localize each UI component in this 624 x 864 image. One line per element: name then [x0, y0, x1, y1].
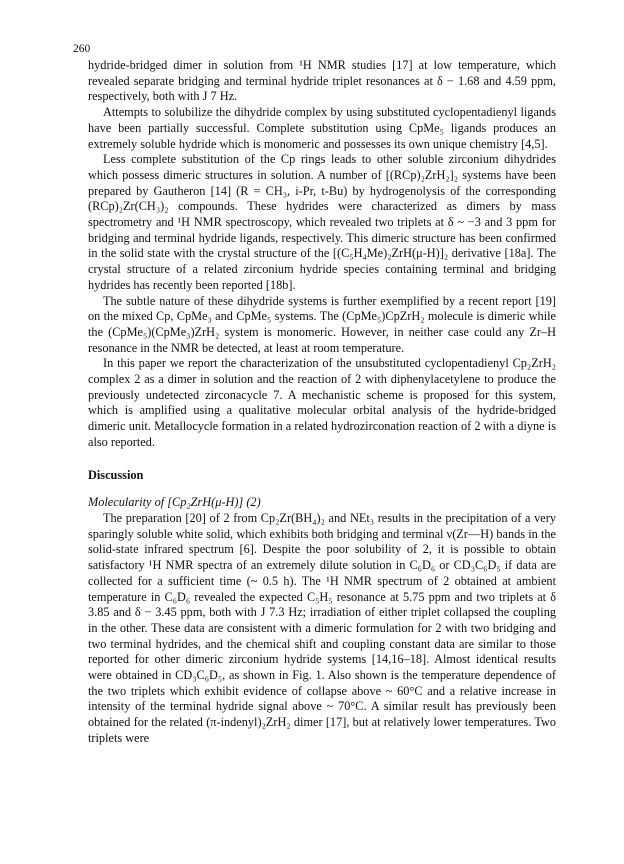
paragraph-mixed-systems: The subtle nature of these dihydride systems is further exemplified by a recent report [19] on the mixed Cp, CpMe₃ and CpMe₅ systems. The (CpMe₅)CpZrH₂ molecule is dimeric while the (CpMe₅)(CpMe₃)ZrH₂ system is monomeric. However, in neither case could any Zr–H resonance in the NMR be detected, at least at room temperature. — [88, 293, 556, 355]
subsection-heading: Molecularity of [Cp₂ZrH(μ-H)] (2) — [88, 495, 261, 510]
article-body — [88, 58, 556, 747]
page-number: 260 — [73, 43, 91, 55]
paragraph-substituted-ligands: Attempts to solubilize the dihydride complex by using substituted cyclopentadienyl ligands have been partially successful. Complete substitution using CpMe₅ ligands produces an extremely soluble hydride which is monomeric and possesses its own unique chemistry [4,5]. — [88, 105, 556, 151]
paragraph-molecularity: The preparation [20] of 2 from Cp₂Zr(BH₄)₂ and NEt₃ results in the precipitation of a very sparingly soluble white solid, which exhibits both bridging and terminal ν(Zr—H) bands in the solid-state infrared spectrum [6]. Despite the poor solubility of 2, it is possible to obtain satisfactory ¹H NMR spectra of an extremely dilute solution in C₆D₆ or CD₃C₆D₅ if data are collected for a sufficient time (~ 0.5 h). The ¹H NMR spectrum of 2 obtained at ambient temperature in C₆D₆ revealed the expected C₅H₅ resonance at 5.75 ppm and two triplets at δ 3.85 and δ − 3.45 ppm, both with J 7.3 Hz; irradiation of either triplet collapsed the coupling in the other. These data are consistent with a dimeric formulation for 2 with two bridging and two terminal hydrides, and the chemical shift and coupling constant data are similar to those reported for other dimeric zirconium hydride systems [14,16–18]. Almost identical results were obtained in CD₃C₆D₅, as shown in Fig. 1. Also shown is the temperature dependence of the two triplets which exhibit evidence of collapse above ~ 60°C and a relative increase in intensity of the terminal hydride signal above ~ 70°C. A similar result has previously been obtained for the related (π-indenyl)₂ZrH₂ dimer [17], but at relatively lower temperatures. Two triplets were — [88, 510, 556, 745]
section-heading: Discussion — [88, 467, 144, 482]
paragraph-dimeric-structures: Less complete substitution of the Cp rings leads to other soluble zirconium dihydrides which possess dimeric structures in solution. A number of [(RCp)₂ZrH₂]₂ systems have been prepared by Gautheron [14] (R = CH₃, i-Pr, t-Bu) by hydrogenolysis of the corresponding (RCp)₂Zr(CH₃)₂ compounds. These hydrides were characterized as dimers by mass spectrometry and ¹H NMR spectroscopy, which revealed two triplets at δ ~ −3 and 3 ppm for bridging and terminal hydride ligands, respectively. This dimeric structure has been confirmed in the solid state with the crystal structure of the [(C₅H₄Me)₂ZrH(μ-H)]₂ derivative [18a]. The crystal structure of a related zirconium hydride species containing terminal and bridging hydrides has recently been reported [18b]. — [88, 152, 556, 292]
paragraph-this-paper: In this paper we report the characterization of the unsubstituted cyclopentadienyl Cp₂ZrH₂ complex 2 as a dimer in solution and the reaction of 2 with diphenylacetylene to produce the previously undetected zirconacycle 7. A mechanistic scheme is proposed for this system, which is amplified using a qualitative molecular orbital analysis of the hydride-bridged dimeric unit. Metallocycle formation in a related hydrozirconation reaction of 2 with a diyne is also reported. — [88, 356, 556, 449]
paragraph-continued: hydride-bridged dimer in solution from ¹H NMR studies [17] at low temperature, which revealed separate bridging and terminal hydride triplet resonances at δ − 1.68 and 4.59 ppm, respectively, both with J 7 Hz. — [88, 58, 556, 104]
